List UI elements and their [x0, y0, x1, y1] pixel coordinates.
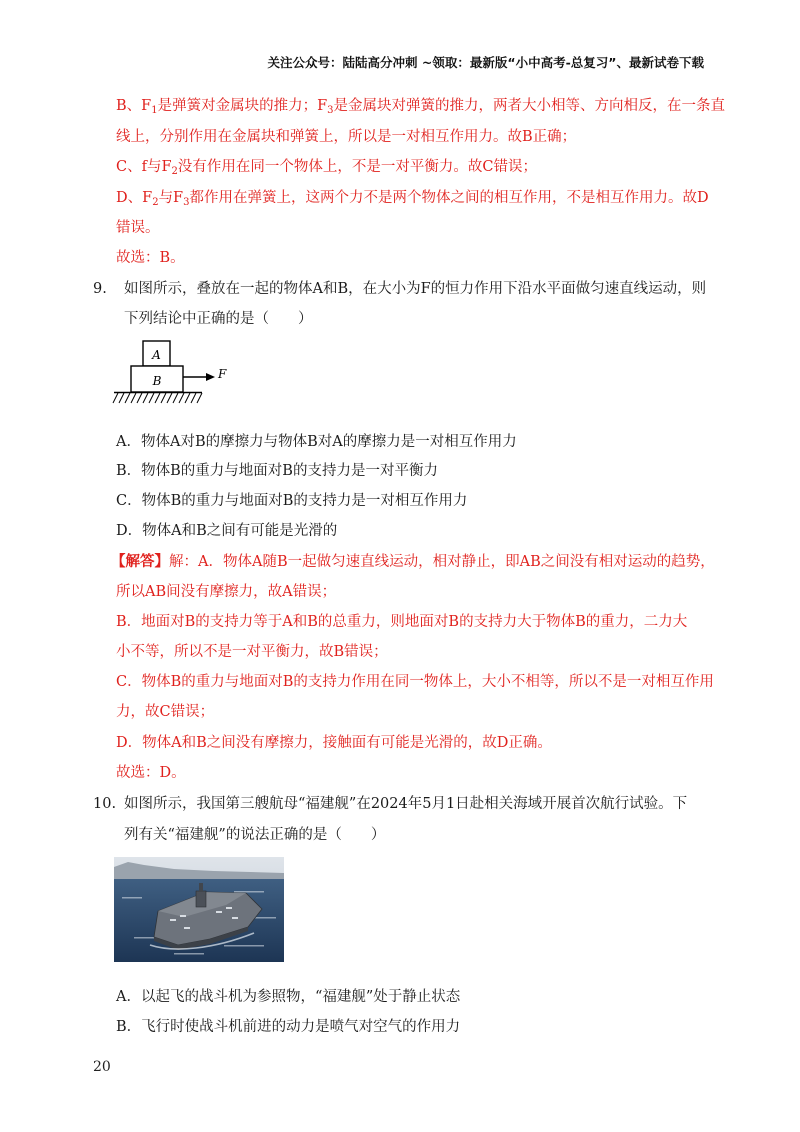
solution-c-line: C、f与$F_2$没有作用在同一个物体上，不是一对平衡力。故C错误； — [116, 159, 537, 177]
question-9-option-a: A．物体A对B的摩擦力与物体B对A的摩擦力是一对相互作用力 — [116, 434, 517, 450]
question-9-stem-line-1: 如图所示，叠放在一起的物体A和B，在大小为F的恒力作用下沿水平面做匀速直线运动，则 — [124, 281, 707, 297]
question-9-number: 9. — [93, 281, 107, 297]
ground-hatching — [113, 393, 202, 403]
force-label: F — [218, 367, 227, 381]
question-9-option-c: C．物体B的重力与地面对B的支持力是一对相互作用力 — [116, 493, 468, 509]
question-10-option-a: A．以起飞的战斗机为参照物，“福建舰”处于静止状态 — [116, 989, 461, 1005]
solution-tag: 【解答】 — [111, 553, 169, 570]
question-9-solution-line-5: C．物体B的重力与地面对B的支持力作用在同一物体上，大小不相等，所以不是一对相互作用 — [116, 674, 714, 690]
question-9-solution-line-3: B．地面对B的支持力等于A和B的总重力，则地面对B的支持力大于物体B的重力，二力大 — [116, 614, 688, 630]
question-9-solution-line-1: 【解答】解：A．物体A随B一起做匀速直线运动，相对静止，即AB之间没有相对运动的趋势， — [111, 553, 715, 570]
question-9-option-b: B．物体B的重力与地面对B的支持力是一对平衡力 — [116, 463, 438, 479]
question-9-solution-line-6: 力，故C错误； — [116, 704, 215, 720]
solution-b-line-2: 线上，分别作用在金属块和弹簧上，所以是一对相互作用力。故B正确； — [116, 129, 577, 145]
question-10-option-b: B．飞行时使战斗机前进的动力是喷气对空气的作用力 — [116, 1019, 461, 1035]
block-b-label: B — [152, 374, 162, 388]
aircraft-carrier-photo — [114, 857, 284, 962]
page-header: 关注公众号：陆陆高分冲刺 ~领取：最新版“小中高考-总复习”、最新试卷下载 — [267, 55, 704, 70]
page-number: 20 — [93, 1059, 111, 1075]
question-9-solution-line-7: D．物体A和B之间没有摩擦力，接触面有可能是光滑的，故D正确。 — [116, 735, 552, 751]
question-10-stem-line-2: 列有关“福建舰”的说法正确的是（ ） — [124, 827, 386, 843]
question-9-option-d: D．物体A和B之间有可能是光滑的 — [116, 523, 338, 539]
question-9-solution-line-4: 小不等，所以不是一对平衡力，故B错误； — [116, 644, 388, 660]
question-9-stem-line-2: 下列结论中正确的是（ ） — [124, 311, 313, 327]
question-10-number: 10. — [93, 796, 117, 812]
blocks-force-diagram — [112, 340, 236, 406]
force-arrow-head — [206, 373, 215, 381]
solution-d-line-2: 错误。 — [116, 220, 160, 236]
solution-d-line-1: D、$F_2$与$F_3$都作用在弹簧上，这两个力不是两个物体之间的相互作用，不是相互作用力。故D — [116, 190, 709, 208]
question-9-solution-line-2: 所以AB间没有摩擦力，故A错误； — [116, 584, 337, 600]
answer-line: 故选：B。 — [116, 250, 185, 266]
question-9-answer: 故选：D。 — [116, 765, 186, 781]
solution-b-line-1: B、$F_1$是弹簧对金属块的推力；$F_3$是金属块对弹簧的推力，两者大小相等、方向相反，在一条直 — [116, 98, 726, 116]
question-10-stem-line-1: 如图所示，我国第三艘航母“福建舰”在2024年5月1日赴相关海域开展首次航行试验。下 — [124, 796, 688, 812]
block-a-label: A — [152, 348, 161, 362]
